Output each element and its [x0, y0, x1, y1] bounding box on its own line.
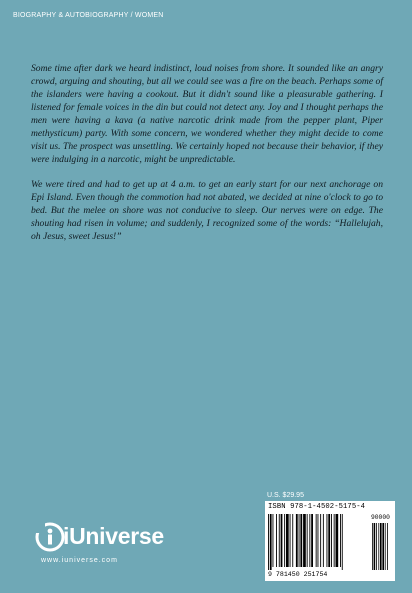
excerpt-paragraph-1: Some time after dark we heard indistinct, loud noises from shore. It sounded like an angry crowd, arguing and shouting, but all we could see was a fire on the beach. Perhaps some of the islanders were having a cookout. But it didn't sound like a pleasurable gathering. I listened for female voices in the din but could not detect any. Joy and I thought perhaps the men were having a kava (a native narcotic drink made from the pepper plant, Piper methysticum) party. With some concern, we wondered whether they might decide to come visit us. The prospect was unsettling. We certainly hoped not because their behavior, if they were indulging in a narcotic, might be unpredictable. — [31, 63, 383, 165]
barcode-bar — [328, 514, 330, 567]
barcode-addon-digits: 90000 — [371, 514, 390, 521]
barcode-bar — [292, 514, 293, 567]
category-label: BIOGRAPHY & AUTOBIOGRAPHY / WOMEN — [13, 12, 164, 19]
barcode-addon-bar — [374, 523, 376, 570]
barcode-addon-bar — [372, 523, 373, 570]
barcode-bar — [299, 514, 300, 567]
barcode-bar — [296, 514, 298, 567]
barcode-bar — [290, 514, 291, 567]
barcode-bar — [342, 514, 343, 570]
publisher-name: iUniverse — [63, 523, 164, 549]
barcode-bar — [318, 514, 319, 567]
barcode-bar — [331, 514, 332, 567]
barcode-bar — [279, 514, 280, 567]
barcode-bar — [316, 514, 317, 567]
barcode-bar — [336, 514, 339, 567]
barcode-bar — [286, 514, 289, 567]
barcode-digits: 9 781450 251754 — [268, 571, 328, 578]
barcode-bar — [309, 514, 310, 567]
barcode-addon-bar — [378, 523, 379, 570]
barcode-bar — [268, 514, 269, 570]
publisher-block — [35, 521, 175, 569]
barcode-addon-bar — [380, 523, 382, 570]
publisher-url: www.iuniverse.com — [41, 557, 118, 564]
barcode-bar — [320, 514, 321, 567]
barcode-bar — [281, 514, 283, 567]
barcode-bar — [273, 514, 274, 567]
barcode-addon-bar — [376, 523, 377, 570]
book-excerpt — [31, 62, 383, 255]
barcode-addon-bar — [385, 523, 386, 570]
barcode-bar — [303, 514, 306, 567]
isbn-number: ISBN 978-1-4502-5175-4 — [268, 503, 366, 511]
barcode-bar — [276, 514, 277, 567]
price-label: U.S. $29.95 — [267, 492, 304, 499]
barcode-bar — [334, 514, 335, 567]
barcode-bar — [323, 514, 324, 567]
barcode-bar — [327, 514, 328, 567]
barcode-bar — [300, 514, 302, 567]
barcode-bar — [270, 514, 272, 570]
barcode-bar — [311, 514, 313, 567]
iuniverse-logo-icon — [35, 522, 65, 552]
isbn-barcode — [265, 501, 395, 581]
barcode-addon-bar — [382, 523, 384, 570]
barcode-bar — [307, 514, 308, 567]
barcode-bars — [268, 514, 392, 570]
excerpt-paragraph-2: We were tired and had to get up at 4 a.m. to get an early start for our next anchorage on Epi Island. Even though the commotion had not abated, we decided at nine o'clock to go to bed. But the melee on shore was not conducive to sleep. Our nerves were on edge. The shouting had risen in volume; and suddenly, I recognized some of the words: “Hallelujah, oh Jesus, sweet Jesus!” — [31, 179, 383, 242]
barcode-addon-bar — [387, 523, 388, 570]
barcode-bar — [284, 514, 285, 567]
barcode-bar — [340, 514, 341, 567]
